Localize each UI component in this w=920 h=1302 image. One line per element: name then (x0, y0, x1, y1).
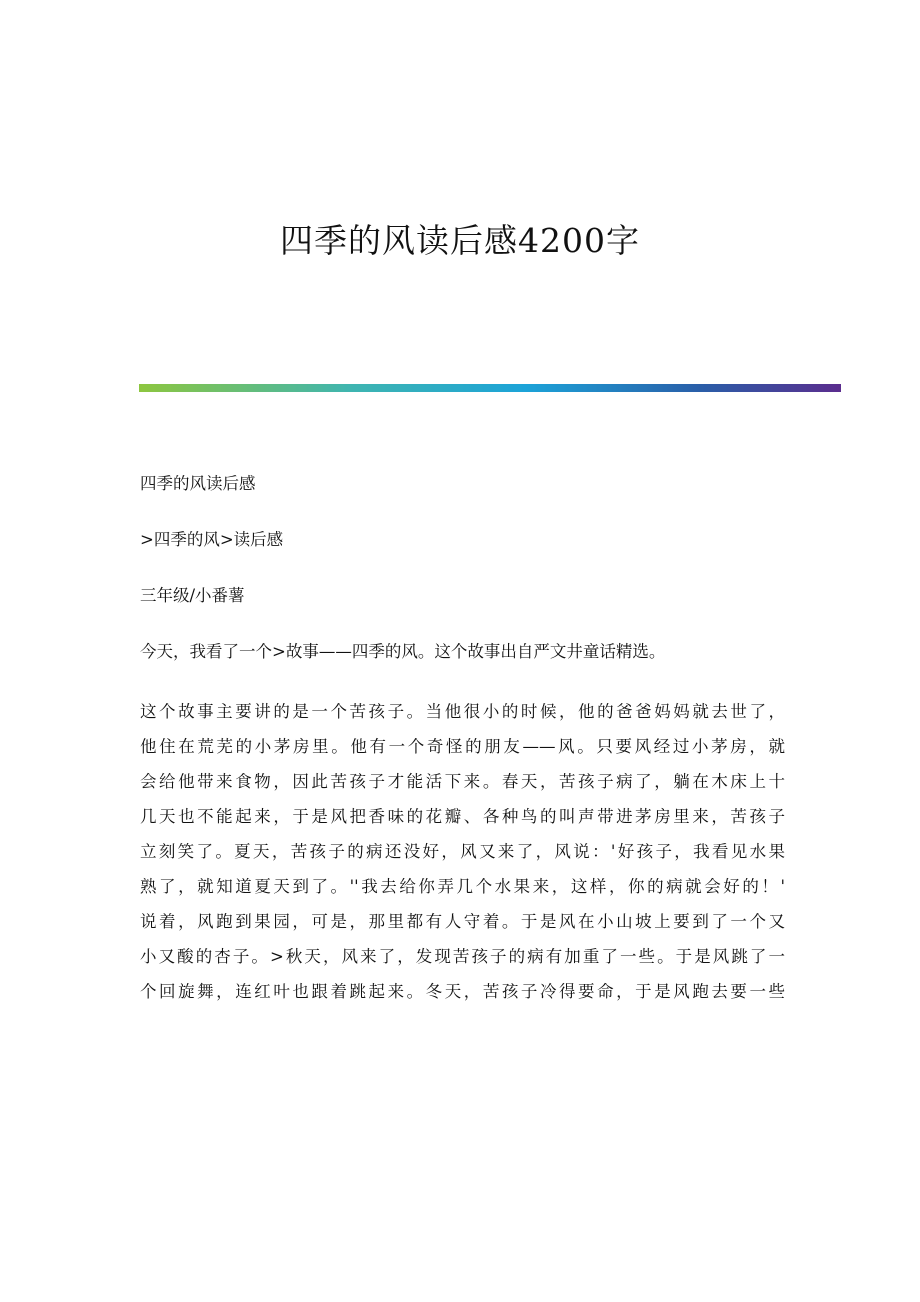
intro-line: 今天，我看了一个>故事——四季的风。这个故事出自严文井童话精选。 (140, 642, 666, 661)
paragraph-line: 几天也不能起来，于是风把香味的花瓣、各种鸟的叫声带进茅房里来，苦孩子 (140, 807, 785, 826)
paragraph-line: 个回旋舞，连红叶也跟着跳起来。冬天，苦孩子冷得要命，于是风跑去要一些 (140, 982, 785, 1001)
link-line: >四季的风>读后感 (140, 530, 284, 549)
paragraph-line: 会给他带来食物，因此苦孩子才能活下来。春天，苦孩子病了，躺在木床上十 (140, 772, 785, 791)
story-paragraph (140, 694, 785, 1009)
subtitle-line: 四季的风读后感 (140, 474, 256, 493)
document-body (140, 470, 785, 1009)
document-title: 四季的风读后感4200字 (280, 221, 640, 260)
paragraph-line: 立刻笑了。夏天，苦孩子的病还没好，风又来了，风说：'好孩子，我看见水果 (140, 842, 785, 861)
paragraph-line: 说着，风跑到果园，可是，那里都有人守着。于是风在小山坡上要到了一个又 (140, 912, 785, 931)
author-line: 三年级/小番薯 (140, 586, 245, 605)
paragraph-line: 他住在荒芜的小茅房里。他有一个奇怪的朋友——风。只要风经过小茅房，就 (140, 737, 785, 756)
paragraph-line: 小又酸的杏子。>秋天，风来了，发现苦孩子的病有加重了一些。于是风跳了一 (140, 947, 785, 966)
gradient-divider (139, 384, 841, 392)
paragraph-line: 熟了，就知道夏天到了。''我去给你弄几个水果来，这样，你的病就会好的！' (140, 877, 785, 896)
paragraph-line: 这个故事主要讲的是一个苦孩子。当他很小的时候，他的爸爸妈妈就去世了， (140, 702, 785, 721)
